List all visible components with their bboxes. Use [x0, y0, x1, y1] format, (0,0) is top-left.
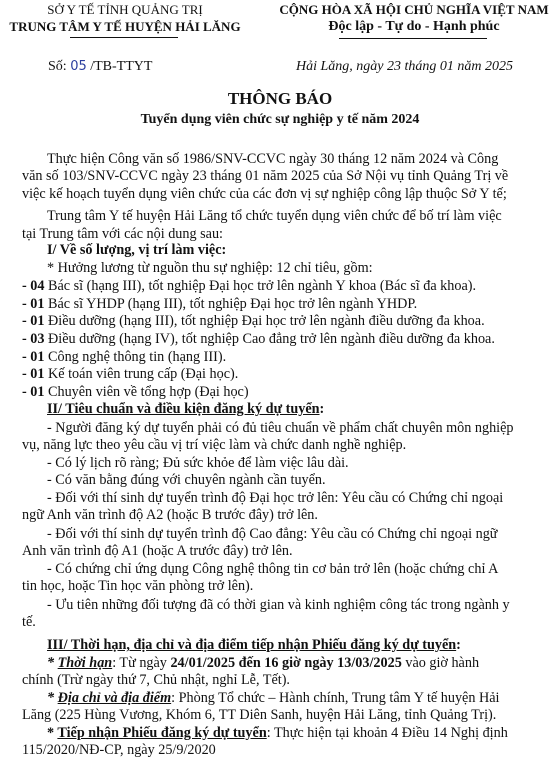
national-title: CỘNG HÒA XÃ HỘI CHỦ NGHĨA VIỆT NAM: [279, 2, 549, 17]
position-item: - 04 Bác sĩ (hạng III), tốt nghiệp Đại học trở lên ngành Y khoa (Bác sĩ đa khoa).: [22, 278, 477, 295]
place-date: Hải Lăng, ngày 23 tháng 01 năm 2025: [296, 59, 513, 74]
section-3-heading: III/ Thời hạn, địa chỉ và địa điểm tiếp nhận Phiếu đăng ký dự tuyển:: [47, 637, 461, 654]
national-motto: Độc lập - Tự do - Hạnh phúc: [328, 19, 500, 34]
paragraph-line: 115/2020/NĐ-CP, ngày 25/9/2020: [22, 742, 216, 758]
paragraph-line: việc kế hoạch tuyển dụng viên chức của các đơn vị sự nghiệp công lập thuộc Sở Y tế;: [22, 185, 507, 202]
paragraph-line: ngữ Anh văn trình độ A2 (hoặc B trước đây) trở lên.: [22, 507, 318, 524]
paragraph-line: tế.: [22, 614, 36, 631]
document-number: [48, 59, 152, 75]
deadline-line: * Thời hạn: Từ ngày 24/01/2025 đến 16 giờ ngày 13/03/2025 vào giờ hành: [47, 654, 480, 671]
paragraph-line: - Đối với thí sinh dự tuyển trình độ Cao đẳng: Yêu cầu có Chứng chỉ ngoại ngữ: [47, 525, 498, 542]
section-2-heading: II/ Tiêu chuẩn và điều kiện đăng ký dự tuyển:: [47, 401, 325, 418]
paragraph-line: * Hưởng lương từ nguồn thu sự nghiệp: 12 chỉ tiêu, gồm:: [47, 259, 373, 276]
position-item: - 01 Bác sĩ YHDP (hạng III), tốt nghiệp Đại học trở lên ngành YHDP.: [22, 295, 418, 312]
section-1-heading: I/ Về số lượng, vị trí làm việc:: [47, 242, 227, 259]
paragraph-line: vụ, năng lực theo yêu cầu vị trí việc làm và chức danh nghề nghiệp.: [22, 437, 407, 454]
paragraph-line: - Người đăng ký dự tuyển phải có đủ tiêu chuẩn về phẩm chất chuyên môn nghiệp: [47, 419, 514, 436]
paragraph-line: Thực hiện Công văn số 1986/SNV-CCVC ngày 30 tháng 12 năm 2024 và Công: [47, 151, 499, 167]
position-item: - 03 Điều dưỡng (hạng IV), tốt nghiệp Cao đẳng trở lên ngành điều dưỡng đa khoa.: [22, 330, 495, 347]
paragraph-line: Anh văn trình độ A1 (hoặc A trước đây) trở lên.: [22, 543, 293, 560]
paragraph-line: - Có lý lịch rõ ràng; Đủ sức khỏe để làm việc lâu dài.: [47, 454, 349, 471]
paragraph-line: Trung tâm Y tế huyện Hải Lăng tổ chức tuyển dụng viên chức để bố trí làm việc: [47, 208, 502, 225]
paragraph-line: - Có văn bằng đúng với chuyên ngành cần tuyển.: [47, 472, 326, 489]
document-number-handwritten: 05: [70, 59, 87, 74]
paragraph-line: văn số 103/SNV-CCVC ngày 23 tháng 01 năm 2025 của Sở Nội vụ tỉnh Quảng Trị về: [22, 168, 509, 185]
position-item: - 01 Điều dưỡng (hạng III), tốt nghiệp Đại học trở lên ngành điều dưỡng đa khoa.: [22, 313, 485, 330]
paragraph-line: - Đối với thí sinh dự tuyển trình độ Đại học trở lên: Yêu cầu có Chứng chỉ ngoại: [47, 489, 504, 506]
paragraph-line: tại Trung tâm với các nội dung sau:: [22, 225, 223, 242]
agency-name: SỞ Y TẾ TỈNH QUẢNG TRỊ: [47, 2, 203, 17]
header-underline-left: [70, 37, 178, 38]
paragraph-line: - Ưu tiên những đối tượng đã có thời gian và kinh nghiệm công tác trong ngành y: [47, 596, 510, 613]
paragraph-line: - Có chứng chỉ ứng dụng Công nghệ thông tin cơ bản trở lên (hoặc chứng chỉ A: [47, 560, 499, 577]
address-line: * Địa chỉ và địa điểm: Phòng Tổ chức – Hành chính, Trung tâm Y tế huyện Hải: [47, 689, 500, 706]
document-title: THÔNG BÁO: [227, 89, 333, 108]
header-underline-right: [339, 38, 487, 39]
unit-name: TRUNG TÂM Y TẾ HUYỆN HẢI LĂNG: [9, 19, 241, 34]
position-item: - 01 Chuyên viên về tổng hợp (Đại học): [22, 383, 249, 400]
paragraph-line: tin học, hoặc Tin học văn phòng trở lên).: [22, 578, 254, 595]
receipt-line: * Tiếp nhận Phiếu đăng ký dự tuyển: Thực hiện tại khoản 4 Điều 14 Nghị định: [47, 724, 508, 741]
position-item: - 01 Công nghệ thông tin (hạng III).: [22, 348, 227, 365]
paragraph-line: Lăng (225 Hùng Vương, Khóm 6, TT Diên Sanh, huyện Hải Lăng, tỉnh Quảng Trị).: [22, 707, 497, 724]
paragraph-line: chính (Trừ ngày thứ 7, Chủ nhật, nghỉ Lễ, Tết).: [22, 672, 290, 689]
document-number-suffix: /TB-TTYT: [90, 59, 153, 74]
document-number-label: Số:: [48, 59, 67, 74]
position-item: - 01 Kế toán viên trung cấp (Đại học).: [22, 366, 239, 383]
document-subtitle: Tuyển dụng viên chức sự nghiệp y tế năm 2024: [140, 112, 420, 127]
